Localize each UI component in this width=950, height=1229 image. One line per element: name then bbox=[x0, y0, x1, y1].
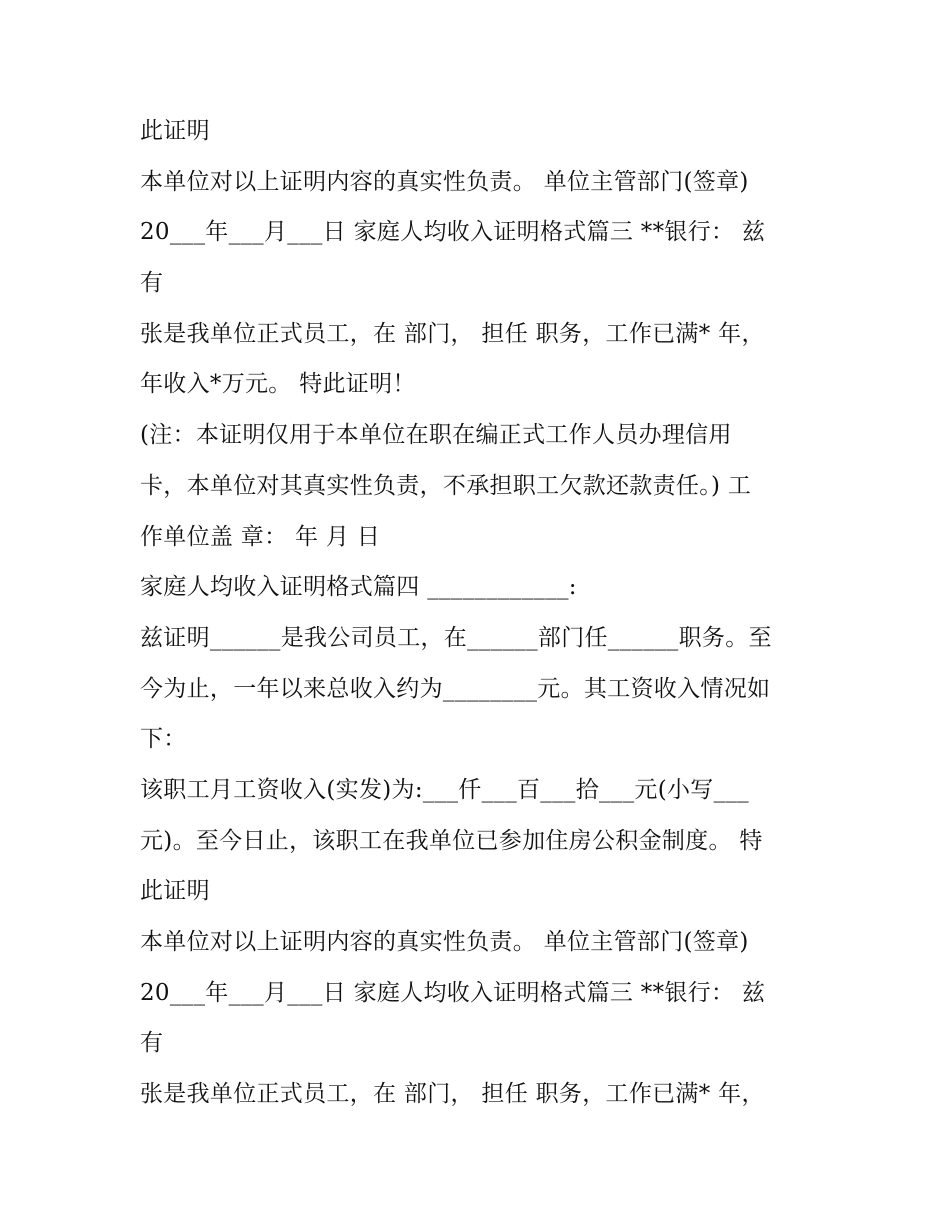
text-line: 本单位对以上证明内容的真实性负责。 单位主管部门(签章) bbox=[140, 168, 749, 195]
text-line: 家庭人均收入证明格式篇四 ____________: bbox=[140, 574, 577, 601]
text-line: 有 bbox=[140, 1030, 164, 1057]
text-line: 20___年___月___日 家庭人均收入证明格式篇三 **银行： 兹 bbox=[140, 979, 766, 1006]
text-line: 本单位对以上证明内容的真实性负责。 单位主管部门(签章) bbox=[140, 929, 749, 955]
text-line: 卡，本单位对其真实性负责，不承担职工欠款还款责任。) 工 bbox=[140, 472, 752, 499]
text-line: 年收入*万元。 特此证明！ bbox=[140, 371, 416, 398]
text-line: 20___年___月___日 家庭人均收入证明格式篇三 **银行： 兹 bbox=[140, 219, 766, 246]
text-line: 此证明 bbox=[140, 118, 210, 144]
text-line: 兹证明______是我公司员工，在______部门任______职务。至 bbox=[140, 624, 772, 651]
text-line: 下： bbox=[140, 726, 187, 753]
text-line: 此证明 bbox=[140, 878, 210, 905]
text-line: 作单位盖 章： 年 月 日 bbox=[140, 523, 381, 550]
text-line: 今为止，一年以来总收入约为________元。其工资收入情况如 bbox=[140, 675, 771, 702]
text-line: 张是我单位正式员工，在 部门， 担任 职务，工作已满* 年， bbox=[140, 320, 765, 347]
text-line: 有 bbox=[140, 270, 164, 297]
document-body bbox=[140, 106, 820, 1120]
text-line: (注：本证明仅用于本单位在职在编正式工作人员办理信用 bbox=[140, 422, 732, 449]
text-line: 张是我单位正式员工，在 部门， 担任 职务，工作已满* 年， bbox=[140, 1081, 765, 1108]
text-line: 该职工月工资收入(实发)为:___仟___百___拾___元(小写___ bbox=[140, 776, 749, 803]
text-line: 元)。至今日止，该职工在我单位已参加住房公积金制度。 特 bbox=[140, 827, 763, 854]
